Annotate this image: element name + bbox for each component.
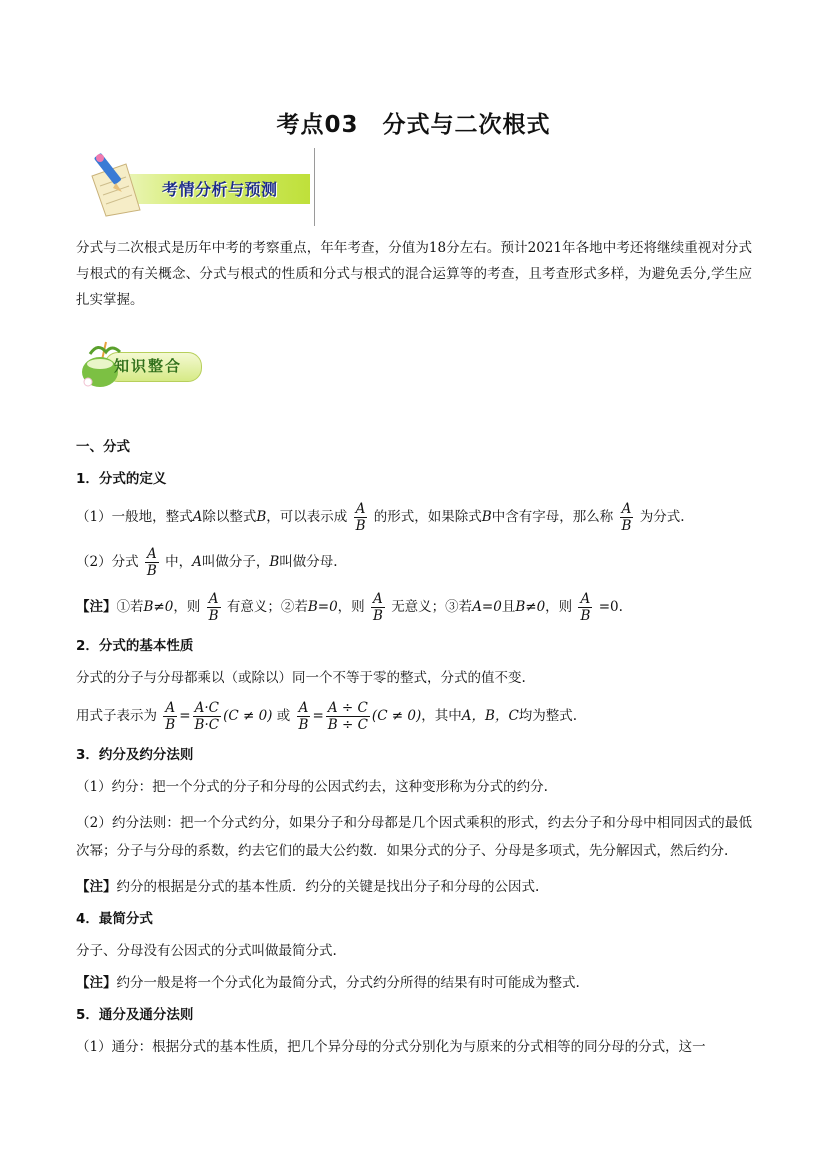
fraction-a-over-b: $\frac{A}{B}$ bbox=[372, 591, 383, 624]
definition-line-1: （1）一般地，整式A除以整式B，可以表示成 $\frac{A}{B}$ 的形式，如果除式B中含有字母，那么称 $\frac{A}{B}$ 为分式. bbox=[76, 501, 685, 534]
fraction-a-over-b: $\frac{A}{B}$ bbox=[621, 501, 632, 534]
property-formula: 用式子表示为 $\frac{A}{B}$ = $\frac{A\cdot C}{B\cdot C}$ (C ≠ 0) 或 $\frac{A}{B}$ = $\frac{A \div C}{B \div C}$ (C ≠ 0)，其中A，B，C均为整式. bbox=[76, 700, 578, 733]
analysis-banner-label: 考情分析与预测 bbox=[162, 180, 278, 199]
simplest-text: 分子、分母没有公因式的分式叫做最简分式. bbox=[76, 943, 337, 959]
reduction-definition: （1）约分：把一个分式的分子和分母的公因式约去，这种变形称为分式的约分. bbox=[76, 779, 548, 795]
heading-common-denominator: 5．通分及通分法则 bbox=[76, 1007, 194, 1023]
document-body bbox=[76, 235, 752, 1069]
simplest-note: 【注】约分一般是将一个分式化为最简分式，分式约分所得的结果有时可能成为整式. bbox=[76, 975, 580, 991]
property-text: 分式的分子与分母都乘以（或除以）同一个不等于零的整式，分式的值不变. bbox=[76, 670, 526, 686]
heading-definition: 1．分式的定义 bbox=[76, 471, 167, 487]
heading-simplest: 4．最简分式 bbox=[76, 911, 153, 927]
heading-reduction: 3．约分及约分法则 bbox=[76, 747, 194, 763]
section-heading-fractions: 一、分式 bbox=[76, 439, 130, 455]
definition-note: 【注】①若B≠0，则 $\frac{A}{B}$ 有意义；②若B=0，则 $\frac{A}{B}$ 无意义；③若A=0且B≠0，则 $\frac{A}{B}$ =0. bbox=[76, 591, 623, 624]
knowledge-banner-label: 知识整合 bbox=[114, 357, 183, 375]
reduction-note: 【注】约分的根据是分式的基本性质．约分的关键是找出分子和分母的公因式. bbox=[76, 879, 540, 895]
fraction-divide: $\frac{A \div C}{B \div C}$ bbox=[327, 700, 368, 733]
fraction-a-over-b: $\frac{A}{B}$ bbox=[165, 700, 176, 733]
fraction-multiply: $\frac{A\cdot C}{B\cdot C}$ bbox=[194, 700, 220, 733]
fraction-a-over-b: $\frac{A}{B}$ bbox=[146, 546, 157, 579]
fraction-a-over-b: $\frac{A}{B}$ bbox=[355, 501, 366, 534]
pencil-paper-icon bbox=[86, 150, 166, 220]
reduction-rule: （2）约分法则：把一个分式约分，如果分子和分母都是几个因式乘积的形式，约去分子和分母中相同因式的最低次幂；分子与分母的系数，约去它们的最大公约数．如果分式的分子、分母是多项式，先分解因式，然后约分. bbox=[76, 815, 752, 859]
common-denominator-text: （1）通分：根据分式的基本性质，把几个异分母的分式分别化为与原来的分式相等的同分母的分式，这一 bbox=[76, 1039, 706, 1055]
analysis-banner bbox=[86, 150, 314, 220]
definition-line-2: （2）分式 $\frac{A}{B}$ 中，A叫做分子，B叫做分母. bbox=[76, 546, 338, 579]
heading-basic-property: 2．分式的基本性质 bbox=[76, 638, 194, 654]
intro-paragraph: 分式与二次根式是历年中考的考察重点，年年考查，分值为18分左右。预计2021年各地中考还将继续重视对分式与根式的有关概念、分式与根式的性质和分式与根式的混合运算等的考查，且考查形式多样，为避免丢分,学生应扎实掌握。 bbox=[76, 240, 752, 308]
divider-line bbox=[314, 148, 315, 226]
fraction-a-over-b: $\frac{A}{B}$ bbox=[208, 591, 219, 624]
page-title: 考点03 分式与二次根式 bbox=[276, 112, 551, 138]
fraction-a-over-b: $\frac{A}{B}$ bbox=[580, 591, 591, 624]
fraction-a-over-b: $\frac{A}{B}$ bbox=[298, 700, 309, 733]
